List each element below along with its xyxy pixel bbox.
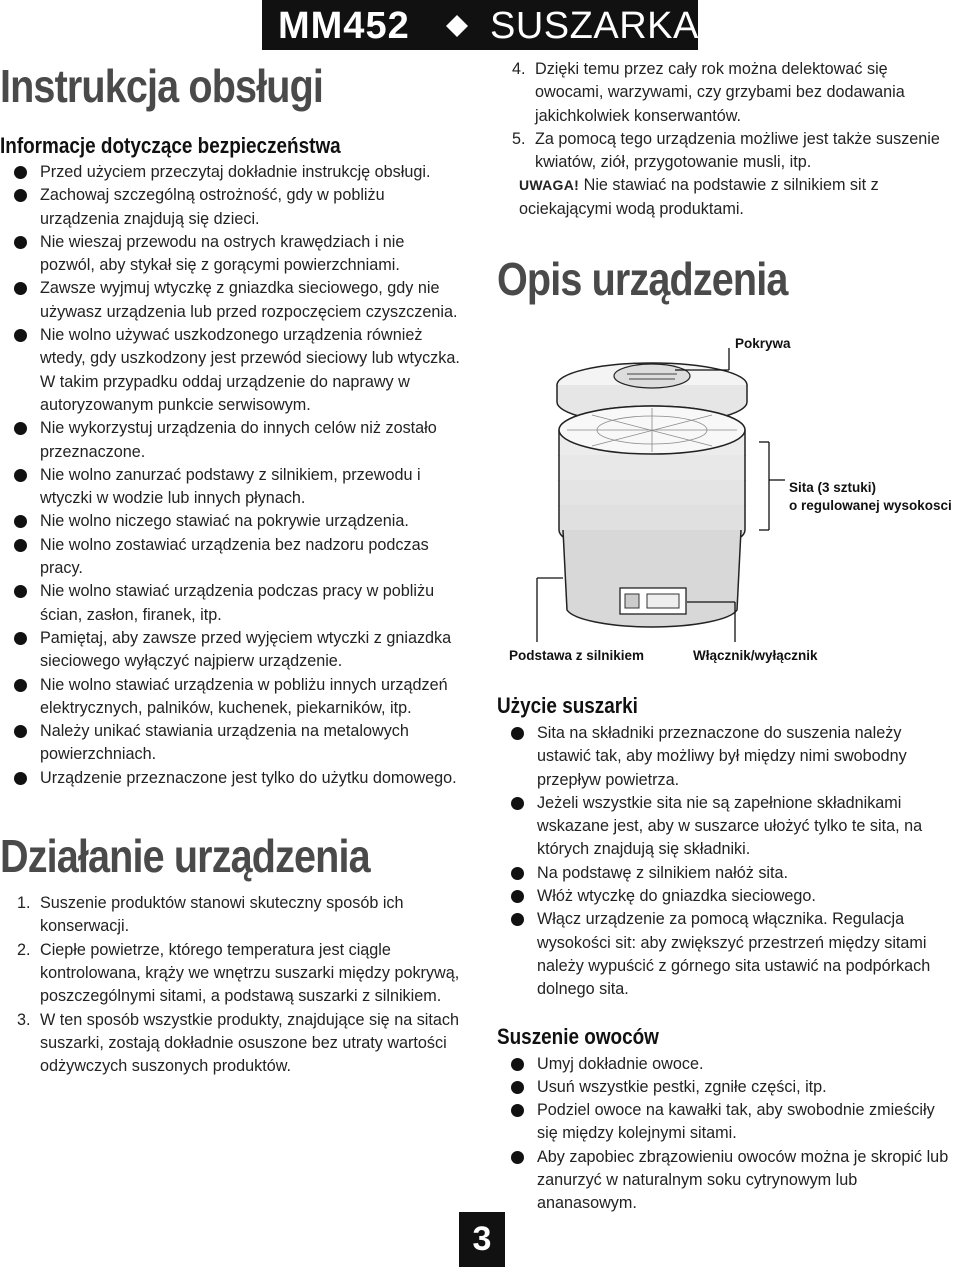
- diamond-icon: [446, 15, 468, 37]
- item-text: Za pomocą tego urządzenia możliwe jest także suszenie kwiatów, ziół, przygotowanie musli, itp.: [535, 129, 940, 172]
- list-item: Włóż wtyczkę do gniazdka sieciowego.: [497, 885, 957, 908]
- numbered-item: [0, 892, 462, 939]
- list-item: Aby zapobiec zbrązowieniu owoców można je skropić lub zanurzyć w naturalnym soku cytrynowym lub ananasowym.: [497, 1146, 957, 1216]
- list-item: Nie wieszaj przewodu na ostrych krawędziach i nie pozwól, aby stykał się z gorącymi powierzchniami.: [0, 231, 462, 278]
- safety-heading: Informacje dotyczące bezpieczeństwa: [0, 133, 341, 158]
- right-column-lower: [497, 693, 957, 1216]
- list-item: Sita na składniki przeznaczone do suszenia należy ustawić tak, aby możliwy był między nimi swobodny przepływ powietrza.: [497, 722, 957, 792]
- list-item: Zachowaj szczególną ostrożność, gdy w pobliżu urządzenia znajdują się dzieci.: [0, 184, 462, 231]
- list-item: Nie wolno stawiać urządzenia w pobliżu innych urządzeń elektrycznych, palników, kuchenek, piekarników, itp.: [0, 674, 462, 721]
- list-item: Umyj dokładnie owoce.: [497, 1053, 957, 1076]
- operation-title: Działanie urządzenia: [0, 830, 370, 883]
- list-item: Urządzenie przeznaczone jest tylko do użytku domowego.: [0, 767, 462, 790]
- list-item: Jeżeli wszystkie sita nie są zapełnione składnikami wskazane jest, aby w suszarce ułożyć tylko te sita, na których znajdują się składniki.: [497, 792, 957, 862]
- numbered-item: [0, 1009, 462, 1079]
- usage-heading: Użycie suszarki: [497, 693, 638, 718]
- item-text: Dzięki temu przez cały rok można delektować się owocami, warzywami, czy grzybami bez dodawania jakichkolwiek konserwantów.: [535, 60, 905, 125]
- safety-list: [0, 161, 462, 790]
- right-column: [497, 58, 957, 307]
- list-item: Nie wolno zostawiać urządzenia bez nadzoru podczas pracy.: [0, 534, 462, 581]
- page-number: 3: [472, 1220, 492, 1258]
- device-diagram: [497, 330, 957, 670]
- label-base: Podstawa z silnikiem: [509, 648, 645, 663]
- list-item: Na podstawę z silnikiem nałóż sita.: [497, 862, 957, 885]
- fruit-list: [497, 1053, 957, 1216]
- usage-list: [497, 722, 957, 1002]
- item-text: Suszenie produktów stanowi skuteczny sposób ich konserwacji.: [40, 894, 404, 936]
- list-item: Nie wykorzystuj urządzenia do innych celów niż zostało przeznaczone.: [0, 417, 462, 464]
- fruit-heading: Suszenie owoców: [497, 1023, 659, 1049]
- list-item: Nie wolno używać uszkodzonego urządzenia również wtedy, gdy uszkodzony jest przewód sieciowy lub wtyczka. W takim przypadku oddaj urządzenie do naprawy w autoryzowanym punkcie serwisowym.: [0, 324, 462, 417]
- item-number: 4.: [512, 60, 526, 78]
- list-item: Usuń wszystkie pestki, zgniłe części, itp.: [497, 1076, 957, 1099]
- list-item: Włącz urządzenie za pomocą włącznika. Regulacja wysokości sit: aby zwiększyć przestrzeń między sitami należy wypuścić z górnego sita ustawić na podpórkach dolnego sita.: [497, 908, 957, 1001]
- warning-label: UWAGA!: [519, 177, 580, 194]
- list-item: Nie wolno zanurzać podstawy z silnikiem, przewodu i wtyczki w wodzie lub innych płynach.: [0, 464, 462, 511]
- item-number: 1.: [17, 894, 31, 913]
- item-number: 3.: [17, 1010, 31, 1029]
- item-number: 2.: [17, 940, 31, 959]
- operation-list-continued: [495, 58, 957, 174]
- header-model: MM452: [278, 5, 410, 47]
- operation-list: [0, 892, 462, 1078]
- item-number: 5.: [512, 129, 526, 148]
- label-trays-1: Sita (3 sztuki): [789, 480, 877, 495]
- label-lid: Pokrywa: [735, 336, 791, 351]
- list-item: Podziel owoce na kawałki tak, aby swobodnie zmieściły się między kolejnymi sitami.: [497, 1099, 957, 1146]
- list-item: Należy unikać stawiania urządzenia na metalowych powierzchniach.: [0, 720, 462, 767]
- label-trays-2: o regulowanej wysokosci: [789, 498, 952, 513]
- left-column: [0, 58, 462, 1078]
- numbered-item: [495, 128, 957, 175]
- header-product-name: SUSZARKA: [490, 5, 699, 47]
- item-text: W ten sposób wszystkie produkty, znajdujące się na sitach suszarki, zostają dokładnie osuszone bez utraty wartości odżywczych suszonych produktów.: [40, 1010, 459, 1076]
- numbered-item: [0, 939, 462, 1009]
- list-item: Nie wolno stawiać urządzenia podczas pracy w pobliżu ścian, zasłon, firanek, itp.: [0, 580, 462, 627]
- label-switch: Włącznik/wyłącznik: [693, 648, 818, 663]
- description-title: Opis urządzenia: [497, 253, 788, 306]
- list-item: Nie wolno niczego stawiać na pokrywie urządzenia.: [0, 510, 462, 533]
- item-text: Ciepłe powietrze, którego temperatura jest ciągle kontrolowana, krąży we wnętrzu suszarki między pokrywą, poszczególnymi sitami, a podstawą suszarki z silnikiem.: [40, 940, 460, 1006]
- numbered-item: [495, 58, 957, 128]
- warning-text: Nie stawiać na podstawie z silnikiem sit z ociekającymi wodą produktami.: [519, 176, 879, 218]
- list-item: Przed użyciem przeczytaj dokładnie instrukcję obsługi.: [0, 161, 462, 184]
- list-item: Zawsze wyjmuj wtyczkę z gniazdka sieciowego, gdy nie używasz urządzenia lub przed rozpoczęciem czyszczenia.: [0, 277, 462, 324]
- page-title: Instrukcja obsługi: [0, 60, 324, 112]
- list-item: Pamiętaj, aby zawsze przed wyjęciem wtyczki z gniazdka sieciowego wyłączyć najpierw urządzenie.: [0, 627, 462, 674]
- warning-block: [497, 174, 957, 221]
